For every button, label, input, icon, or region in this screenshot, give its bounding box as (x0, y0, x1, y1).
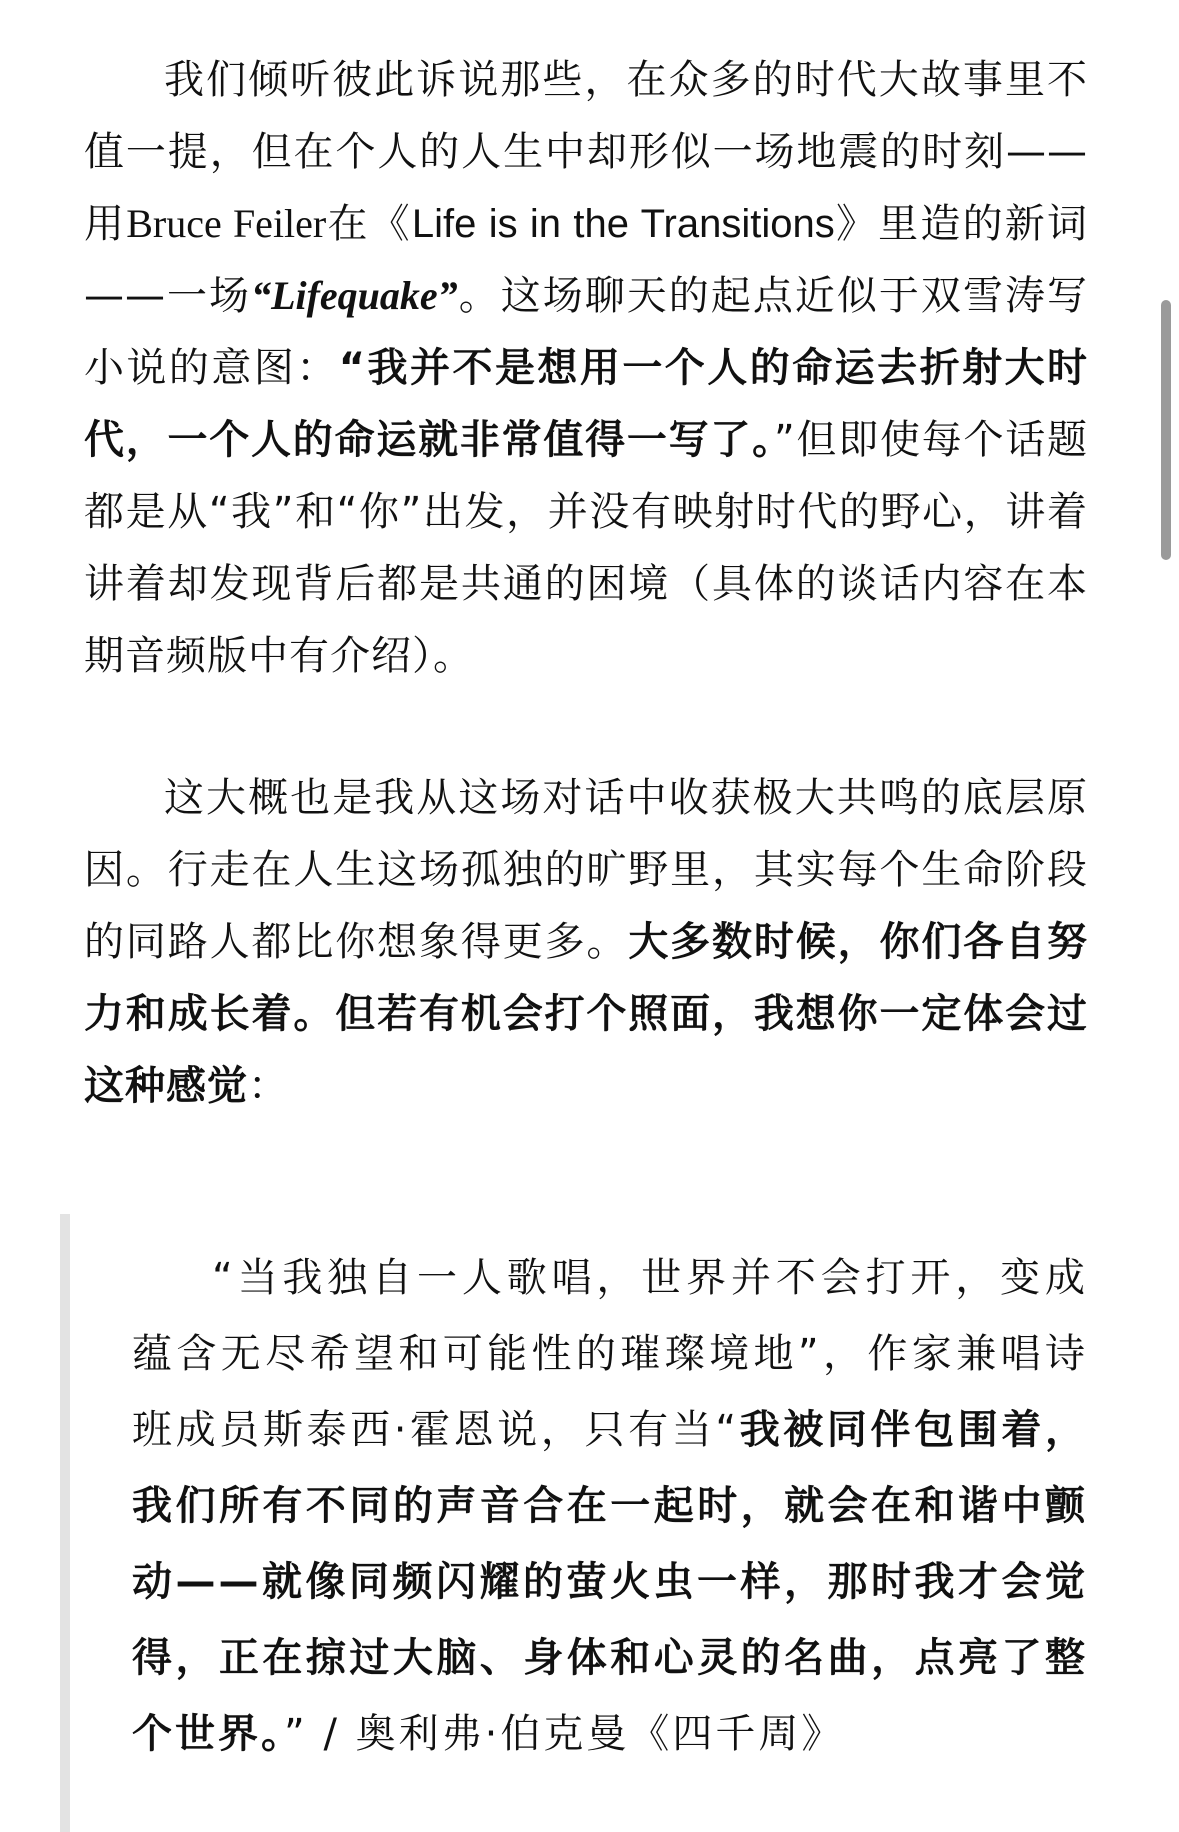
scrollbar-thumb[interactable] (1161, 300, 1171, 560)
quote-bold: 我被同伴包围着，我们所有不同的声音合在一起时，就会在和谐中颤动——就像同频闪耀的萤火虫一样，那时我才会觉得，正在掠过大脑、身体和心灵的名曲，点亮了整个世界。 (132, 1407, 1089, 1757)
bold-quote: “我并不是想用一个人的命运去折射大时代，一个人的命运就非常值得一写了。 (84, 345, 1088, 463)
article-body (84, 44, 1088, 1832)
quote-text: “当我独自一人歌唱，世界并不会打开，变成蕴含无尽希望和可能性的璀璨境地”，作家兼唱诗班成员斯泰西·霍恩说，只有当“ (132, 1255, 1088, 1453)
paragraph-text: 在《 (326, 201, 412, 247)
quote-citation: / 奥利弗·伯克曼《四千周》 (307, 1711, 845, 1757)
paragraph-resonance (84, 762, 1088, 1122)
bold-emphasis: 大多数时候，你们各自努力和成长着。但若有机会打个照面，我想你一定体会过这种感觉 (84, 919, 1089, 1109)
paragraph-text: 这大概也是我从这场对话中收获极大共鸣的底层原因。行走在人生这场孤独的旷野里，其实每个生命阶段的同路人都比你想象得更多。 (84, 775, 1088, 965)
blockquote (60, 1214, 1088, 1832)
author-name: Bruce Feiler (126, 201, 327, 246)
lifequake-term: “Lifequake” (251, 273, 458, 318)
book-title: Life is in the Transitions (411, 202, 835, 246)
paragraph-text: 。这场聊天的起点近似于双雪涛写小说的意图： (84, 273, 1088, 391)
paragraph-text: 我们倾听彼此诉说那些，在众多的时代大故事里不值一提，但在个人的人生中却形似一场地震的时刻——用 (84, 57, 1088, 247)
blockquote-text (132, 1240, 1088, 1772)
paragraph-text: ： (248, 1063, 289, 1109)
paragraph-text: ”但即使每个话题都是从“我”和“你”出发，并没有映射时代的野心，讲着讲着却发现背后都是共通的困境（具体的谈话内容在本期音频版中有介绍）。 (84, 417, 1089, 679)
quote-text: ” (284, 1711, 308, 1757)
paragraph-text: 》里造的新词——一场 (84, 201, 1089, 319)
paragraph-lifequake (84, 44, 1088, 692)
